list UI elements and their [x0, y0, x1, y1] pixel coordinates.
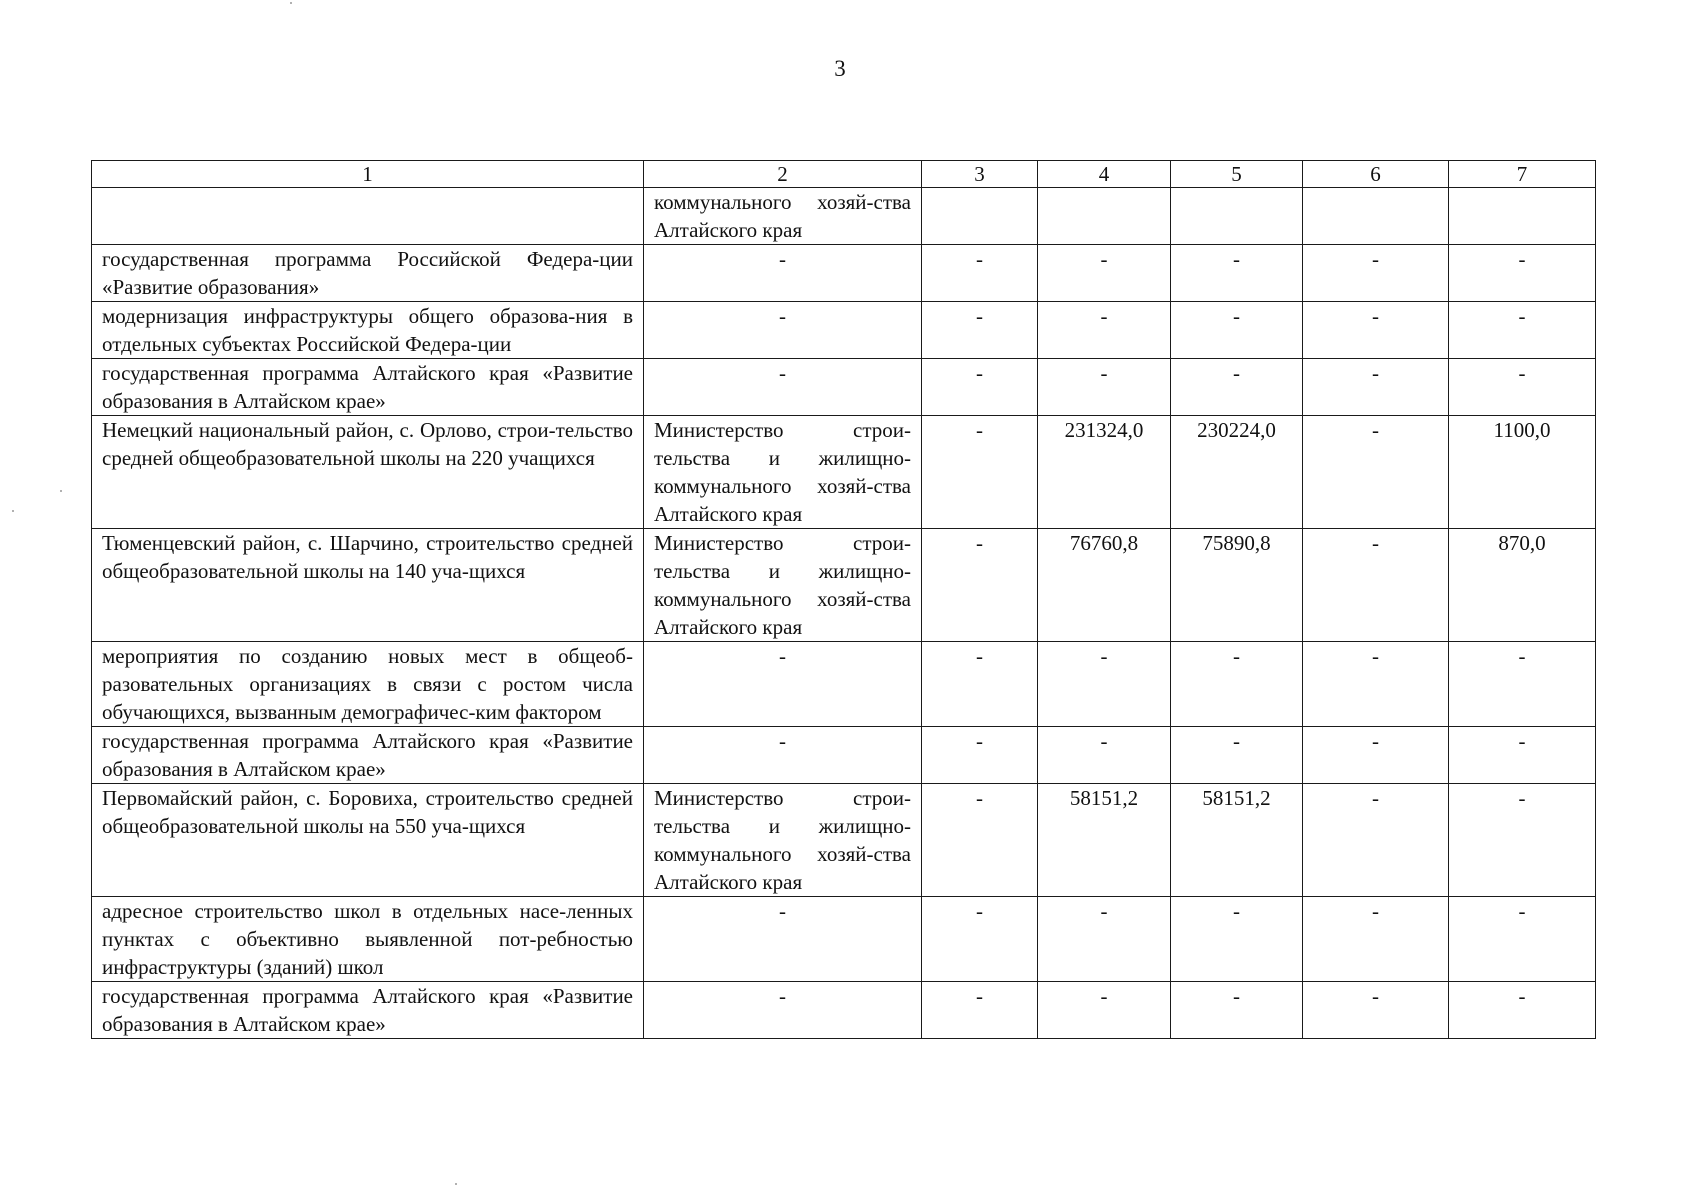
table-cell-col7: 1100,0 [1449, 416, 1596, 529]
table-cell-col5: - [1171, 897, 1303, 982]
table-cell-col3: - [922, 359, 1038, 416]
table-row [92, 359, 1596, 416]
table-cell-col5: - [1171, 359, 1303, 416]
table-cell-col2: - [644, 642, 922, 727]
table-cell-col4: 231324,0 [1038, 416, 1171, 529]
column-header: 1 [92, 161, 644, 188]
table-cell-col7: - [1449, 245, 1596, 302]
table-cell-col6: - [1303, 302, 1449, 359]
table-cell-col6: - [1303, 642, 1449, 727]
table-row [92, 188, 1596, 245]
table-cell-col6: - [1303, 727, 1449, 784]
table-cell-col4: - [1038, 982, 1171, 1039]
table-cell-col3: - [922, 982, 1038, 1039]
table-cell-col5: 58151,2 [1171, 784, 1303, 897]
table-cell-col5: - [1171, 982, 1303, 1039]
table-cell-col2: Министерство строи-тельства и жилищно-коммунального хозяй-ства Алтайского края [644, 529, 922, 642]
table-cell-col6: - [1303, 359, 1449, 416]
table-cell-col5: - [1171, 245, 1303, 302]
table-cell-col4: - [1038, 245, 1171, 302]
table-row [92, 416, 1596, 529]
table-cell-col4: - [1038, 359, 1171, 416]
table-cell-col3 [922, 188, 1038, 245]
column-header: 3 [922, 161, 1038, 188]
table-cell-col4: - [1038, 642, 1171, 727]
table-cell-col3: - [922, 529, 1038, 642]
table-cell-col4: - [1038, 727, 1171, 784]
table-cell-col4 [1038, 188, 1171, 245]
table-cell-col2: - [644, 302, 922, 359]
table-cell-col3: - [922, 642, 1038, 727]
table-header-row [92, 161, 1596, 188]
table-cell-col6 [1303, 188, 1449, 245]
table-cell-col2: - [644, 727, 922, 784]
scan-speck [455, 1183, 457, 1185]
table-cell-col6: - [1303, 897, 1449, 982]
table-cell-col3: - [922, 727, 1038, 784]
table-cell-col4: - [1038, 897, 1171, 982]
table-cell-col1: мероприятия по созданию новых мест в общеоб-разовательных организациях в связи с ростом числа обучающихся, вызванным демографичес-ким фактором [92, 642, 644, 727]
table-row [92, 642, 1596, 727]
table-cell-col7 [1449, 188, 1596, 245]
table-cell-col4: - [1038, 302, 1171, 359]
column-header: 6 [1303, 161, 1449, 188]
column-header: 2 [644, 161, 922, 188]
table-cell-col2: - [644, 359, 922, 416]
table-cell-col1: государственная программа Алтайского края «Развитие образования в Алтайском крае» [92, 727, 644, 784]
table-cell-col7: - [1449, 642, 1596, 727]
table-cell-col1: государственная программа Алтайского края «Развитие образования в Алтайском крае» [92, 359, 644, 416]
table-cell-col1: Первомайский район, с. Боровиха, строительство средней общеобразовательной школы на 550 уча-щихся [92, 784, 644, 897]
scan-speck [290, 2, 292, 4]
table-cell-col1: Немецкий национальный район, с. Орлово, строи-тельство средней общеобразовательной школы на 220 учащихся [92, 416, 644, 529]
table-cell-col2: - [644, 897, 922, 982]
table-cell-col6: - [1303, 245, 1449, 302]
table-cell-col2: коммунального хозяй-ства Алтайского края [644, 188, 922, 245]
column-header: 5 [1171, 161, 1303, 188]
scan-speck [12, 510, 14, 512]
table-row [92, 245, 1596, 302]
column-header: 4 [1038, 161, 1171, 188]
table-row [92, 302, 1596, 359]
table-cell-col5 [1171, 188, 1303, 245]
scan-speck [60, 490, 62, 492]
table-cell-col5: 230224,0 [1171, 416, 1303, 529]
table-cell-col7: - [1449, 784, 1596, 897]
budget-table [91, 160, 1596, 1039]
table-cell-col7: - [1449, 359, 1596, 416]
table-cell-col7: 870,0 [1449, 529, 1596, 642]
table-cell-col1: адресное строительство школ в отдельных насе-ленных пунктах с объективно выявленной пот-ребностью инфраструктуры (зданий) школ [92, 897, 644, 982]
table-cell-col5: - [1171, 642, 1303, 727]
table-cell-col2: - [644, 982, 922, 1039]
column-header: 7 [1449, 161, 1596, 188]
table-cell-col4: 58151,2 [1038, 784, 1171, 897]
table-cell-col3: - [922, 897, 1038, 982]
table-row [92, 784, 1596, 897]
table-cell-col7: - [1449, 982, 1596, 1039]
table-cell-col2: - [644, 245, 922, 302]
table-cell-col5: - [1171, 727, 1303, 784]
table-cell-col6: - [1303, 982, 1449, 1039]
table-cell-col7: - [1449, 727, 1596, 784]
table-cell-col7: - [1449, 897, 1596, 982]
table-cell-col6: - [1303, 529, 1449, 642]
table-cell-col6: - [1303, 784, 1449, 897]
table-cell-col3: - [922, 245, 1038, 302]
table-cell-col2: Министерство строи-тельства и жилищно-коммунального хозяй-ства Алтайского края [644, 784, 922, 897]
table-row [92, 727, 1596, 784]
table-row [92, 897, 1596, 982]
table-cell-col1: Тюменцевский район, с. Шарчино, строительство средней общеобразовательной школы на 140 уча-щихся [92, 529, 644, 642]
table-cell-col3: - [922, 302, 1038, 359]
table-cell-col1 [92, 188, 644, 245]
table-cell-col3: - [922, 784, 1038, 897]
table-cell-col5: - [1171, 302, 1303, 359]
table-cell-col2: Министерство строи-тельства и жилищно-коммунального хозяй-ства Алтайского края [644, 416, 922, 529]
table-cell-col6: - [1303, 416, 1449, 529]
table-cell-col1: государственная программа Российской Федера-ции «Развитие образования» [92, 245, 644, 302]
table-cell-col7: - [1449, 302, 1596, 359]
table-cell-col5: 75890,8 [1171, 529, 1303, 642]
table-row [92, 529, 1596, 642]
table-cell-col4: 76760,8 [1038, 529, 1171, 642]
table-cell-col1: модернизация инфраструктуры общего образова-ния в отдельных субъектах Российской Федера-ции [92, 302, 644, 359]
page-number: 3 [834, 56, 846, 81]
table-cell-col1: государственная программа Алтайского края «Развитие образования в Алтайском крае» [92, 982, 644, 1039]
table-cell-col3: - [922, 416, 1038, 529]
table-row [92, 982, 1596, 1039]
